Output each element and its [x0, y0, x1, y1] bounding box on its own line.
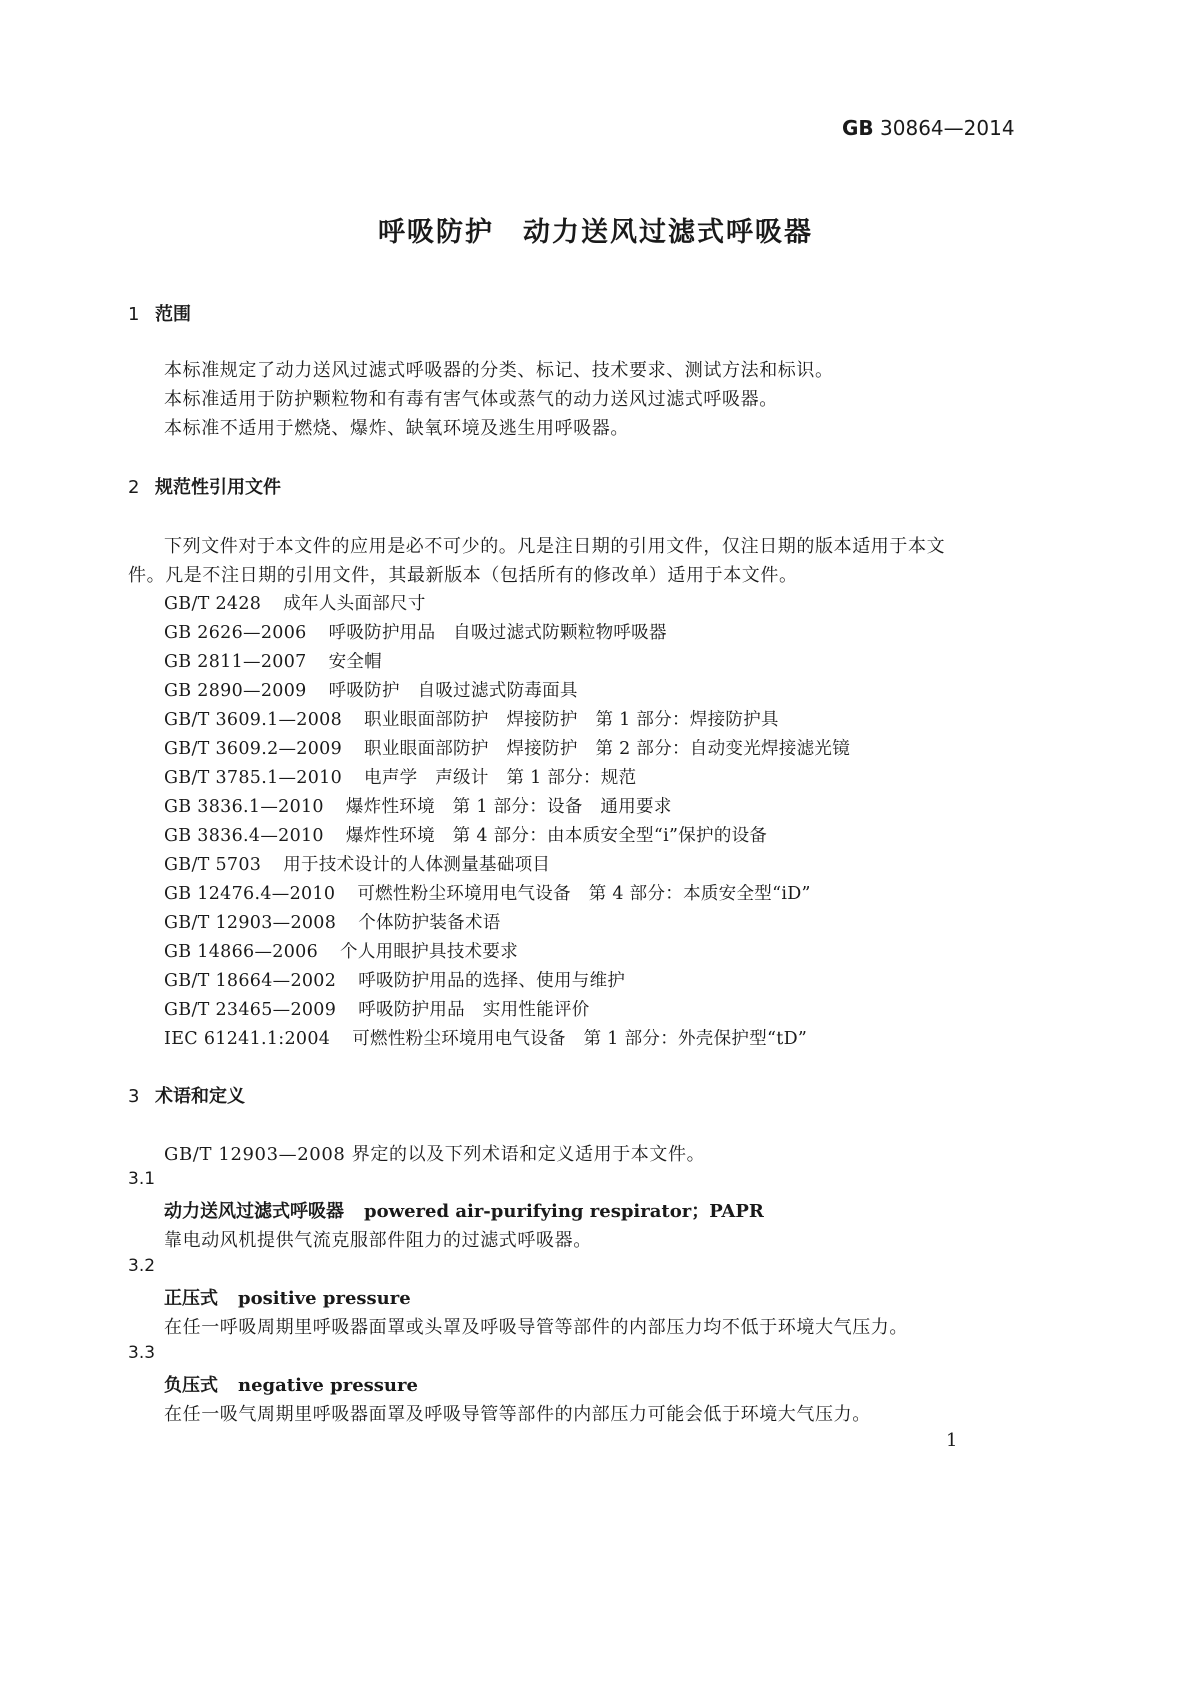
reference-code: GB/T 3609.2—2009	[164, 739, 343, 759]
term-definition: 在任一呼吸周期里呼吸器面罩或头罩及呼吸导管等部件的内部压力均不低于环境大气压力。	[164, 1317, 908, 1338]
reference-title: 个体防护装备术语	[358, 913, 501, 933]
reference-item	[164, 735, 850, 760]
paragraph: 本标准规定了动力送风过滤式呼吸器的分类、标记、技术要求、测试方法和标识。	[164, 360, 834, 381]
reference-item	[164, 1025, 807, 1050]
standard-number: 30864—2014	[880, 116, 1015, 140]
term-chinese: 动力送风过滤式呼吸器	[164, 1201, 344, 1222]
reference-item	[164, 764, 636, 789]
term-chinese: 负压式	[164, 1375, 218, 1396]
reference-code: GB 12476.4—2010	[164, 884, 336, 904]
section-title: 规范性引用文件	[155, 477, 281, 498]
reference-code: GB 2626—2006	[164, 623, 307, 643]
reference-item	[164, 880, 811, 905]
reference-code: GB/T 3785.1—2010	[164, 768, 343, 788]
reference-code: GB/T 2428	[164, 594, 262, 614]
reference-title: 个人用眼护具技术要求	[340, 942, 519, 962]
section-number: 2	[128, 477, 140, 498]
reference-code: GB 3836.4—2010	[164, 826, 324, 846]
reference-code: GB/T 23465—2009	[164, 1000, 337, 1020]
term-heading	[164, 1371, 418, 1397]
reference-code: IEC 61241.1:2004	[164, 1029, 331, 1049]
section-2-heading	[128, 473, 281, 499]
paragraph: 本标准适用于防护颗粒物和有毒有害气体或蒸气的动力送风过滤式呼吸器。	[164, 389, 778, 410]
reference-title: 呼吸防护用品 自吸过滤式防颗粒物呼吸器	[328, 623, 667, 643]
section-1-heading	[128, 300, 191, 326]
page-number: 1	[946, 1430, 958, 1451]
term-english: powered air-purifying respirator；PAPR	[364, 1201, 764, 1222]
term-english: negative pressure	[238, 1375, 418, 1396]
section-number: 1	[128, 304, 140, 325]
reference-code: GB 2811—2007	[164, 652, 307, 672]
reference-title: 电声学 声级计 第 1 部分：规范	[364, 768, 637, 788]
document-title: 呼吸防护 动力送风过滤式呼吸器	[378, 217, 813, 248]
paragraph: GB/T 12903—2008 界定的以及下列术语和定义适用于本文件。	[164, 1144, 706, 1165]
reference-code: GB 14866—2006	[164, 942, 319, 962]
term-definition: 在任一吸气周期里呼吸器面罩及呼吸导管等部件的内部压力可能会低于环境大气压力。	[164, 1404, 871, 1425]
reference-item	[164, 648, 382, 673]
term-definition: 靠电动风机提供气流克服部件阻力的过滤式呼吸器。	[164, 1230, 592, 1251]
reference-item	[164, 677, 578, 702]
reference-item	[164, 938, 518, 963]
reference-item	[164, 619, 667, 644]
term-number: 3.1	[128, 1169, 156, 1189]
term-number: 3.2	[128, 1256, 156, 1276]
reference-title: 职业眼面部防护 焊接防护 第 2 部分：自动变光焊接滤光镜	[364, 739, 851, 759]
reference-title: 用于技术设计的人体测量基础项目	[283, 855, 551, 875]
paragraph: 下列文件对于本文件的应用是必不可少的。凡是注日期的引用文件，仅注日期的版本适用于本文	[164, 536, 946, 557]
reference-item	[164, 996, 590, 1021]
reference-title: 安全帽	[328, 652, 382, 672]
term-number: 3.3	[128, 1343, 156, 1363]
reference-code: GB 3836.1—2010	[164, 797, 324, 817]
reference-code: GB/T 3609.1—2008	[164, 710, 343, 730]
term-english: positive pressure	[238, 1288, 411, 1309]
reference-code: GB/T 12903—2008	[164, 913, 337, 933]
reference-item	[164, 590, 426, 615]
reference-title: 可燃性粉尘环境用电气设备 第 1 部分：外壳保护型“tD”	[352, 1029, 808, 1049]
reference-title: 呼吸防护用品的选择、使用与维护	[358, 971, 626, 991]
paragraph: 本标准不适用于燃烧、爆炸、缺氧环境及逃生用呼吸器。	[164, 418, 629, 439]
reference-title: 呼吸防护 自吸过滤式防毒面具	[328, 681, 578, 701]
section-title: 术语和定义	[155, 1086, 245, 1107]
reference-code: GB 2890—2009	[164, 681, 307, 701]
reference-item	[164, 967, 625, 992]
reference-item	[164, 706, 779, 731]
reference-code: GB/T 5703	[164, 855, 262, 875]
term-heading	[164, 1284, 411, 1310]
paragraph-continuation: 件。凡是不注日期的引用文件，其最新版本（包括所有的修改单）适用于本文件。	[128, 565, 798, 586]
reference-title: 爆炸性环境 第 1 部分：设备 通用要求	[345, 797, 672, 817]
reference-code: GB/T 18664—2002	[164, 971, 337, 991]
standard-code	[842, 116, 1015, 140]
standard-prefix: GB	[842, 116, 874, 140]
term-heading	[164, 1197, 764, 1223]
reference-title: 呼吸防护用品 实用性能评价	[358, 1000, 590, 1020]
section-3-heading	[128, 1082, 245, 1108]
reference-title: 可燃性粉尘环境用电气设备 第 4 部分：本质安全型“iD”	[357, 884, 811, 904]
reference-item	[164, 909, 501, 934]
reference-title: 爆炸性环境 第 4 部分：由本质安全型“i”保护的设备	[345, 826, 768, 846]
term-chinese: 正压式	[164, 1288, 218, 1309]
reference-item	[164, 851, 550, 876]
section-title: 范围	[155, 304, 191, 325]
reference-title: 职业眼面部防护 焊接防护 第 1 部分：焊接防护具	[364, 710, 779, 730]
reference-title: 成年人头面部尺寸	[283, 594, 426, 614]
reference-item	[164, 793, 672, 818]
section-number: 3	[128, 1086, 140, 1107]
reference-item	[164, 822, 767, 847]
